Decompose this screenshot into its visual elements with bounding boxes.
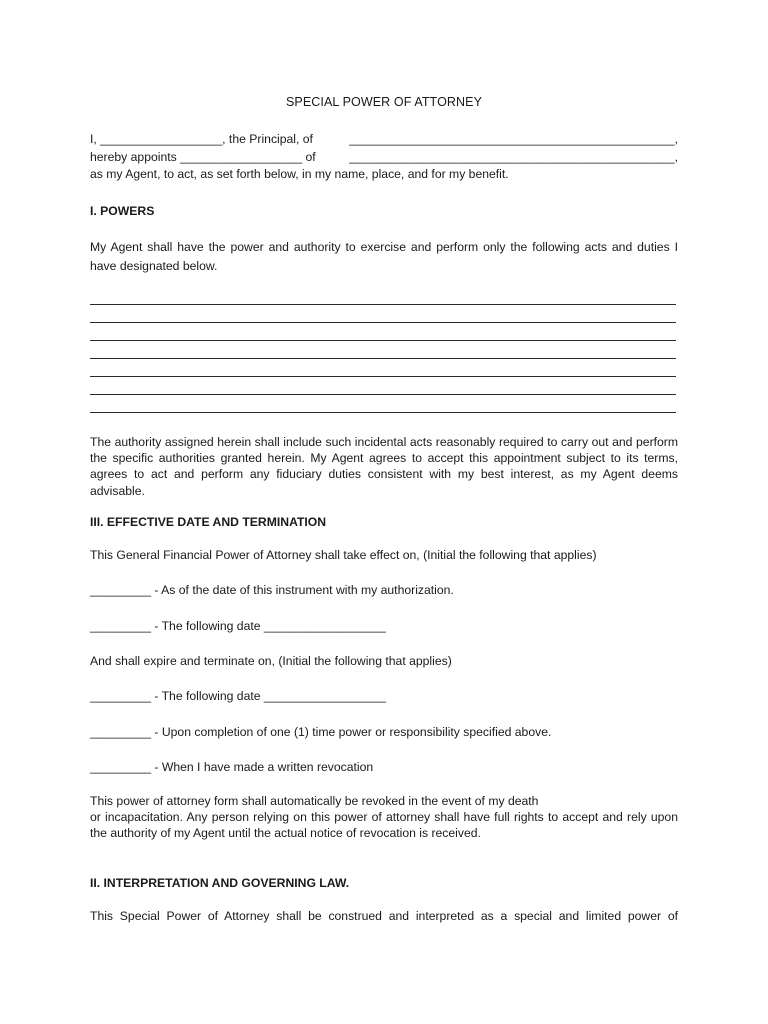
principal-address-blank[interactable]: ________________________________________________, — [349, 132, 678, 146]
powers-blank-line[interactable] — [90, 376, 676, 377]
revocation-line: This power of attorney form shall automatically be revoked in the event of my death — [90, 794, 539, 808]
expire-option-revocation[interactable]: _________ - When I have made a written revocation — [90, 760, 374, 774]
powers-blank-line[interactable] — [90, 412, 676, 413]
document-title: SPECIAL POWER OF ATTORNEY — [285, 95, 483, 109]
intro-line-principal — [90, 131, 678, 147]
document-page — [90, 0, 678, 1024]
authority-paragraph: The authority assigned herein shall include such incidental acts reasonably required to carry out and perform the specific authorities granted herein. My Agent agrees to accept this appointment subject to its terms, agrees to act and perform any fiduciary duties consistent with my best interest, as my Agent deems advisable. — [90, 435, 678, 498]
powers-blank-line[interactable] — [90, 322, 676, 323]
expire-option-date[interactable]: _________ - The following date __________________ — [90, 689, 386, 703]
powers-blank-line[interactable] — [90, 394, 676, 395]
effective-option-date[interactable]: _________ - The following date __________________ — [90, 619, 386, 633]
powers-blank-line[interactable] — [90, 304, 676, 305]
powers-paragraph: My Agent shall have the power and authority to exercise and perform only the following acts and duties I have designated below. — [90, 240, 678, 273]
principal-name-blank[interactable]: I, __________________, the Principal, of — [90, 132, 313, 146]
governing-law-heading: II. INTERPRETATION AND GOVERNING LAW. — [90, 876, 350, 890]
powers-blank-line[interactable] — [90, 358, 676, 359]
effective-option-authorization[interactable]: _________ - As of the date of this instrument with my authorization. — [90, 583, 454, 597]
agent-address-blank[interactable]: ________________________________________________, — [349, 150, 678, 164]
revocation-paragraph: or incapacitation. Any person relying on this power of attorney shall have full rights to accept and rely upon the authority of my Agent until the actual notice of revocation is received. — [90, 810, 678, 840]
governing-law-paragraph: This Special Power of Attorney shall be construed and interpreted as a special and limited power of — [90, 909, 678, 923]
agent-name-blank[interactable]: hereby appoints __________________ of — [90, 150, 316, 164]
expire-option-completion[interactable]: _________ - Upon completion of one (1) time power or responsibility specified above. — [90, 725, 552, 739]
take-effect-text: This General Financial Power of Attorney shall take effect on, (Initial the following that applies) — [90, 548, 597, 562]
effective-heading: III. EFFECTIVE DATE AND TERMINATION — [90, 515, 327, 529]
intro-line-purpose: as my Agent, to act, as set forth below, in my name, place, and for my benefit. — [90, 167, 509, 181]
expire-text: And shall expire and terminate on, (Initial the following that applies) — [90, 654, 452, 668]
powers-heading: I. POWERS — [90, 204, 155, 218]
powers-blank-line[interactable] — [90, 340, 676, 341]
intro-line-agent — [90, 149, 678, 165]
